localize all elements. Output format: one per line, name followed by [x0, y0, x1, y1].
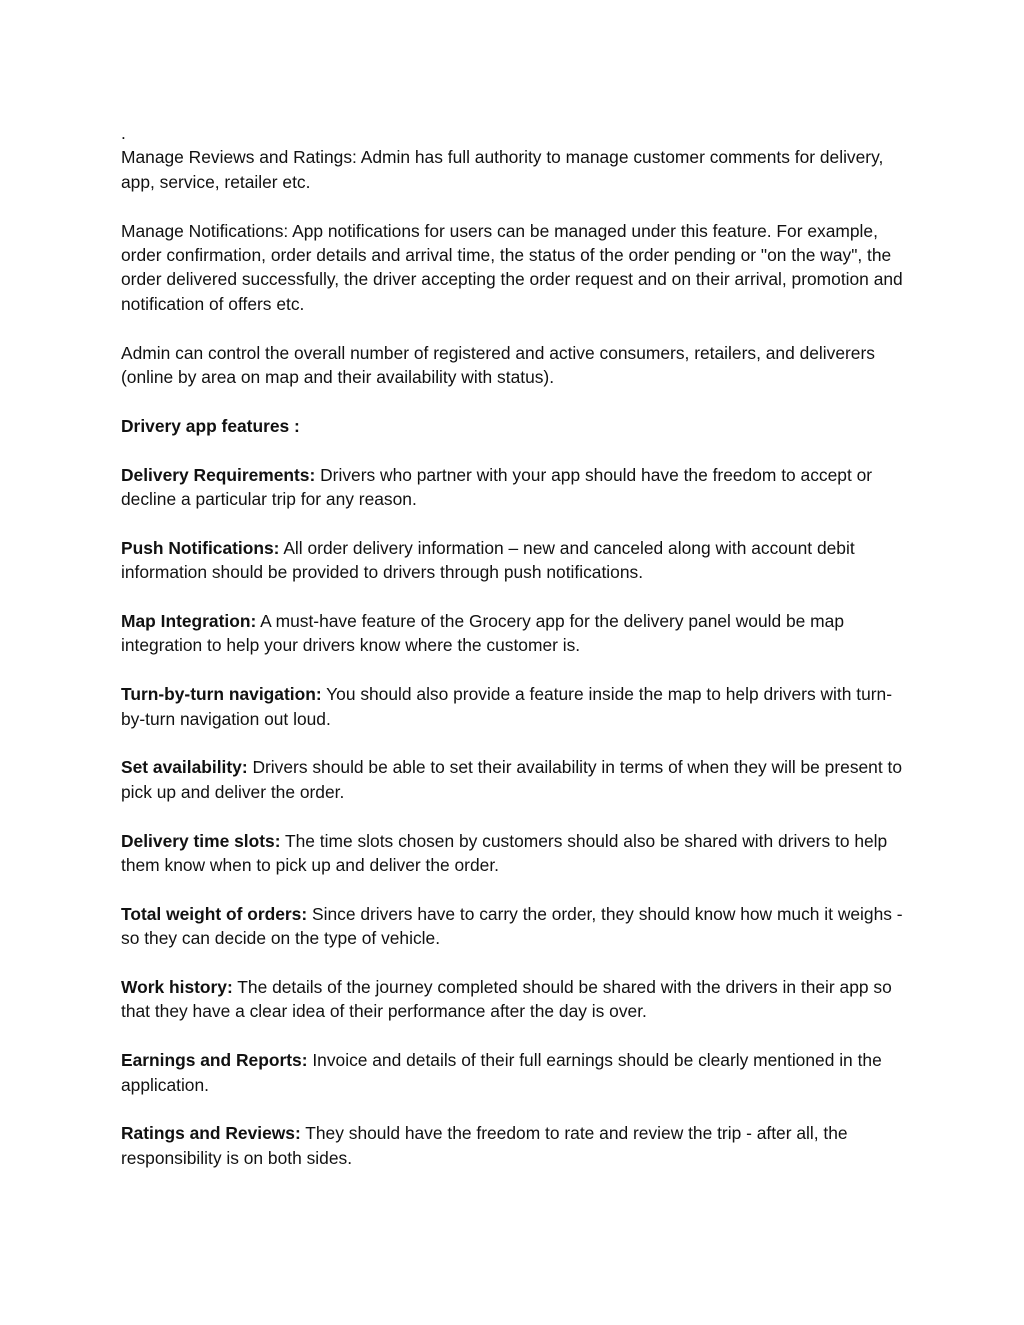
feature-delivery-requirements — [121, 463, 906, 512]
feature-set-availability — [121, 755, 906, 804]
feature-term: Ratings and Reviews: — [121, 1123, 301, 1144]
feature-work-history — [121, 975, 906, 1024]
paragraph-admin-control: Admin can control the overall number of registered and active consumers, retailers, and deliverers (online by area on map and their availability with status). — [121, 342, 875, 388]
feature-description: Drivers should be able to set their availability in terms of when they will be present to pick up and deliver the order. — [121, 757, 903, 802]
feature-term: Delivery Requirements: — [121, 464, 316, 485]
feature-term: Set availability: — [121, 757, 248, 778]
feature-term: Delivery time slots: — [121, 830, 281, 851]
feature-description: The time slots chosen by customers should also be shared with drivers to help them know when to pick up and deliver the order. — [121, 830, 888, 876]
section-heading-text: Drivery app features : — [121, 415, 300, 436]
leading-mark: . — [121, 123, 126, 143]
feature-term: Work history: — [121, 977, 233, 998]
paragraph-manage-notifications: Manage Notifications: App notifications for users can be managed under this feature. For example, order confirmation, order details and arrival time, the status of the order pending or "on the way", the order delivered successfully, the driver accepting the order request and on their arrival, promotion and notification of offers etc. — [121, 220, 903, 314]
feature-total-weight-of-orders — [121, 902, 906, 951]
feature-term: Earnings and Reports: — [121, 1050, 308, 1071]
feature-description: Invoice and details of their full earnings should be clearly mentioned in the application. — [121, 1050, 882, 1095]
feature-delivery-time-slots — [121, 829, 906, 878]
feature-description: The details of the journey completed should be shared with the drivers in their app so that they have a clear idea of their performance after the day is over. — [121, 977, 892, 1022]
paragraph-manage-reviews: Manage Reviews and Ratings: Admin has full authority to manage customer comments for delivery, app, service, retailer etc. — [121, 147, 884, 192]
feature-description: A must-have feature of the Grocery app for the delivery panel would be map integration to help your drivers know where the customer is. — [121, 611, 845, 656]
feature-ratings-and-reviews — [121, 1121, 906, 1170]
feature-turn-by-turn-navigation — [121, 682, 906, 731]
feature-earnings-and-reports — [121, 1048, 906, 1097]
section-heading — [121, 414, 906, 438]
feature-map-integration — [121, 609, 906, 658]
feature-description: Drivers who partner with your app should have the freedom to accept or decline a particular trip for any reason. — [121, 464, 873, 510]
feature-term: Total weight of orders: — [121, 903, 308, 924]
document-page — [121, 121, 906, 1195]
feature-push-notifications — [121, 536, 906, 585]
feature-term: Turn-by-turn navigation: — [121, 684, 322, 705]
feature-term: Push Notifications: — [121, 537, 280, 558]
feature-description: All order delivery information – new and canceled along with account debit information should be provided to drivers through push notifications. — [121, 537, 855, 583]
feature-description: They should have the freedom to rate and review the trip - after all, the responsibility is on both sides. — [121, 1123, 848, 1168]
feature-description: You should also provide a feature inside the map to help drivers with turn-by-turn navigation out loud. — [121, 684, 892, 729]
feature-description: Since drivers have to carry the order, they should know how much it weighs - so they can decide on the type of vehicle. — [121, 903, 903, 949]
feature-term: Map Integration: — [121, 611, 257, 632]
